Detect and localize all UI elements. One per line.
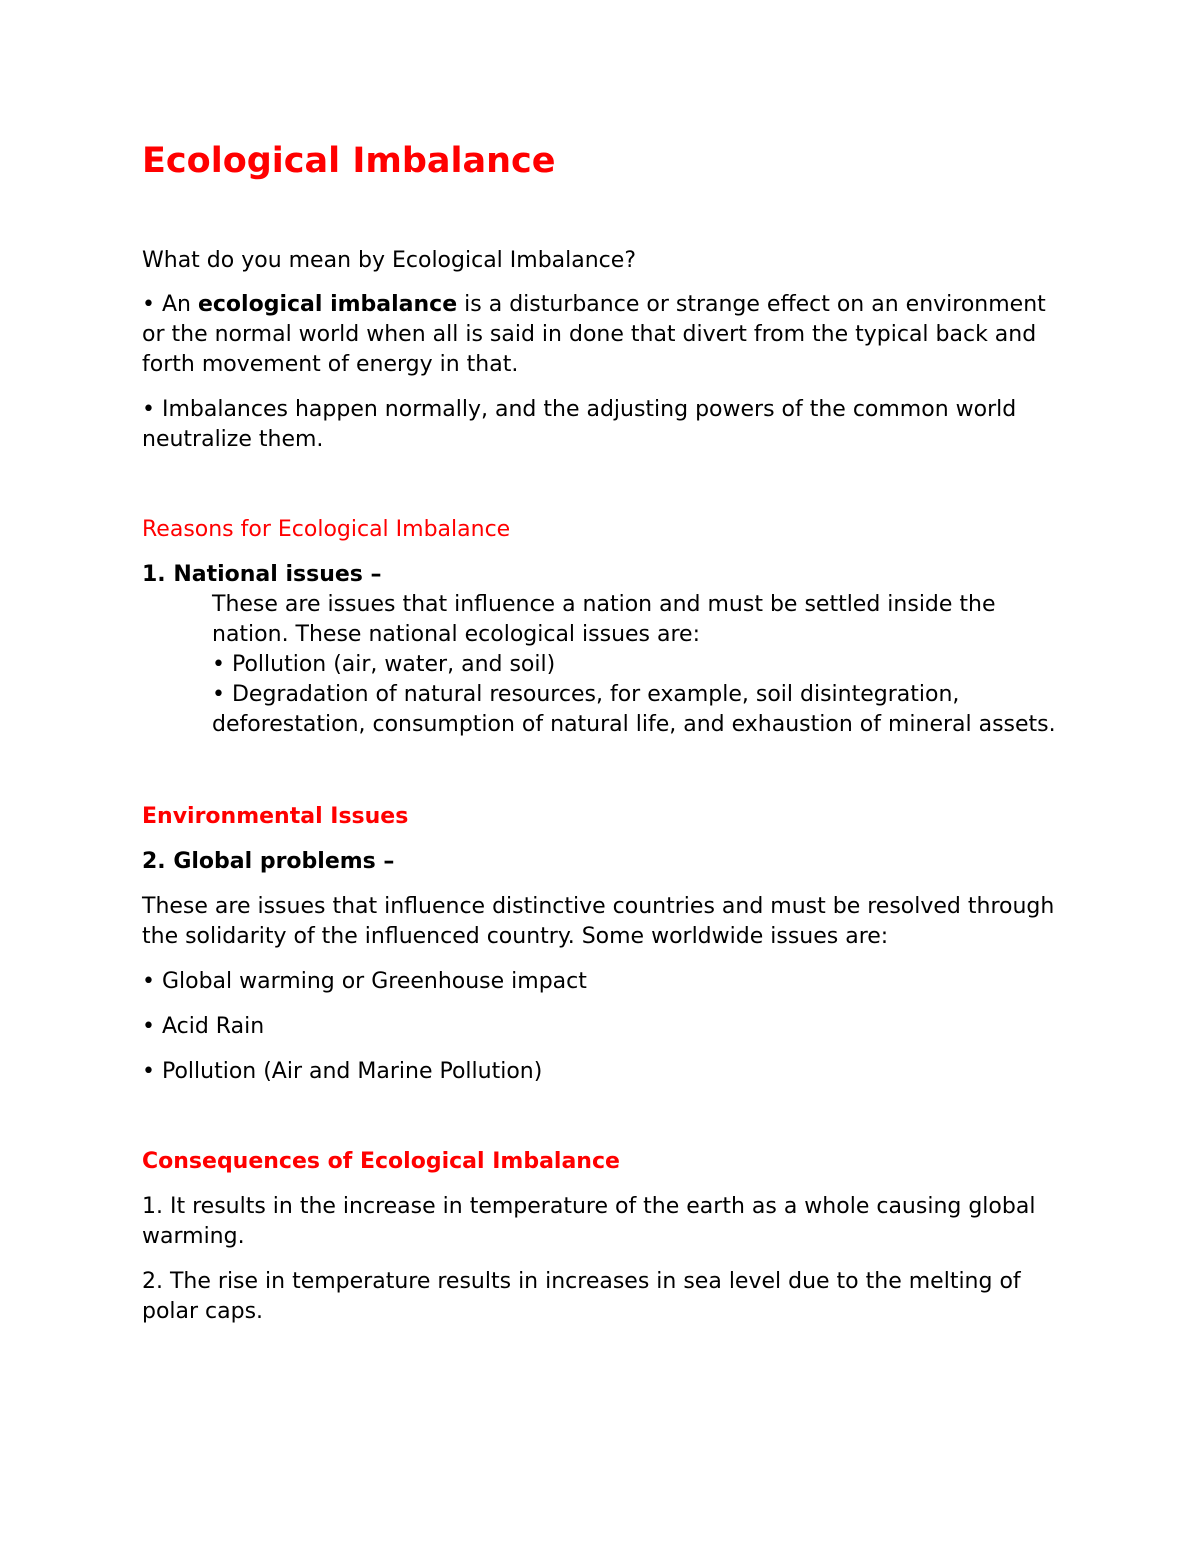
reasons-heading: Reasons for Ecological Imbalance xyxy=(142,517,511,542)
intro-bullet-1-bold: ecological imbalance xyxy=(197,292,458,317)
global-problems-bullet: • Pollution (Air and Marine Pollution) xyxy=(142,1059,543,1084)
global-problems-heading: 2. Global problems – xyxy=(142,849,395,874)
question-text: What do you mean by Ecological Imbalance? xyxy=(142,248,636,273)
environmental-issues-heading: Environmental Issues xyxy=(142,804,409,829)
consequence-item: 2. The rise in temperature results in increases in sea level due to the melting of polar caps. xyxy=(142,1269,1021,1324)
national-issues-text: These are issues that influence a nation and must be settled inside the nation. These national ecological issues are: xyxy=(212,592,996,647)
intro-bullet-2: • Imbalances happen normally, and the adjusting powers of the common world neutralize them. xyxy=(142,397,1017,452)
national-issues-block xyxy=(142,590,1072,740)
global-problems-bullet: • Global warming or Greenhouse impact xyxy=(142,969,587,994)
intro-bullet-1-prefix: • An xyxy=(142,292,198,317)
national-issues-bullet: • Degradation of natural resources, for example, soil disintegration, deforestation, consumption of natural life, and exhaustion of mineral assets. xyxy=(212,682,1056,737)
intro-bullet-1 xyxy=(142,290,1072,380)
document-page xyxy=(142,140,1072,1327)
page-title: Ecological Imbalance xyxy=(142,141,556,181)
intro-bullet-1-rest: is a disturbance or strange effect on an environment or the normal world when all is said in done that divert from the typical back and forth movement of energy in that. xyxy=(142,292,1046,377)
national-issues-bullet: • Pollution (air, water, and soil) xyxy=(212,652,556,677)
consequences-heading: Consequences of Ecological Imbalance xyxy=(142,1149,620,1174)
global-problems-text: These are issues that influence distinctive countries and must be resolved through the solidarity of the influenced country. Some worldwide issues are: xyxy=(142,894,1055,949)
global-problems-bullet: • Acid Rain xyxy=(142,1014,265,1039)
national-issues-heading: 1. National issues – xyxy=(142,562,382,587)
consequence-item: 1. It results in the increase in temperature of the earth as a whole causing global warming. xyxy=(142,1194,1036,1249)
